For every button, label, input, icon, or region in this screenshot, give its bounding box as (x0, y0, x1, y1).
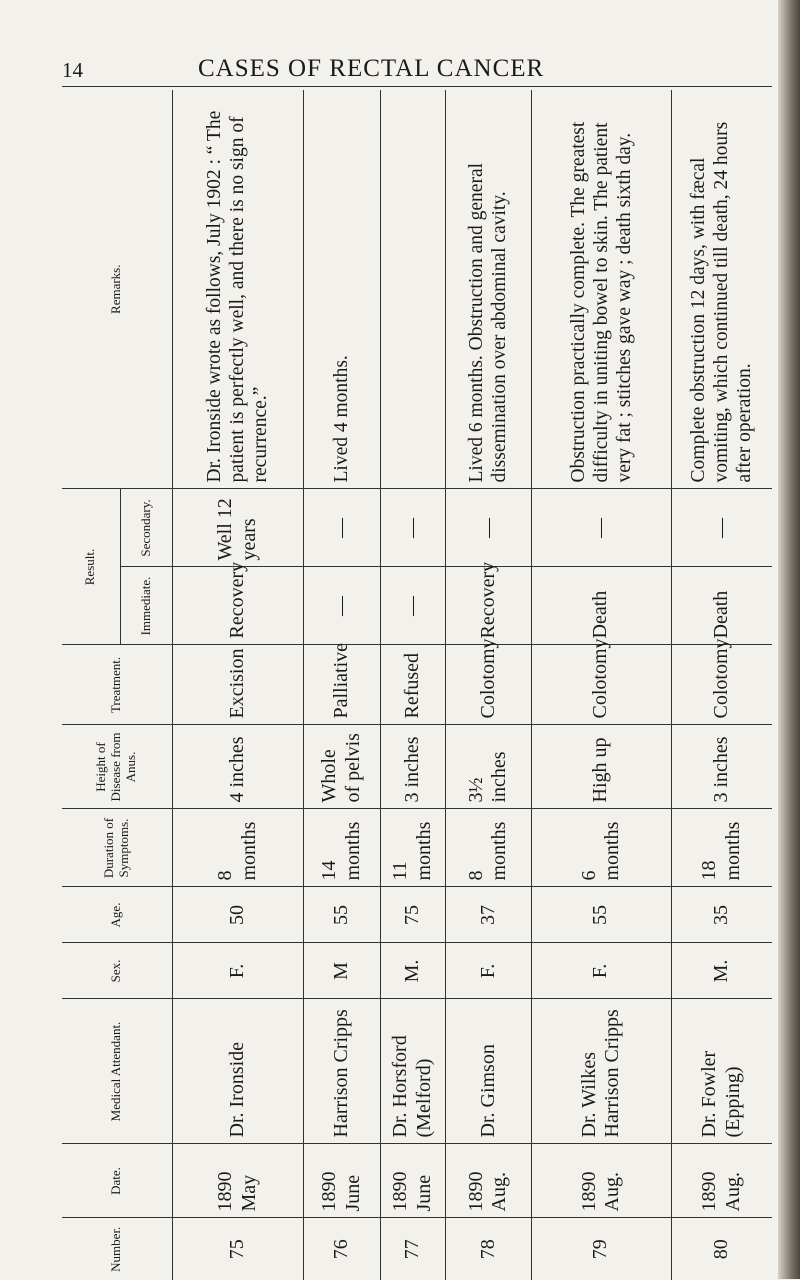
case-number: 80 (671, 1218, 772, 1280)
case-attendant: Dr. Fowler (Epping) (671, 999, 772, 1144)
case-sex: M. (671, 943, 772, 999)
case-remarks: Complete obstruction 12 days, with fæcal vomiting, which continued till death, 24 hours after operation. (671, 90, 772, 489)
case-secondary: — (303, 489, 380, 567)
case-secondary: — (380, 489, 446, 567)
case-immediate: Death (671, 567, 772, 645)
case-age: 37 (446, 887, 531, 943)
header-result: Result. (62, 489, 120, 645)
case-treatment: Refused (380, 645, 446, 725)
case-table-rotated (62, 90, 772, 1280)
case-number: 78 (446, 1218, 531, 1280)
case-immediate: — (380, 567, 446, 645)
case-date: 1890 Aug. (531, 1144, 671, 1218)
header-age: Age. (62, 887, 172, 943)
case-attendant: Dr. Gimson (446, 999, 531, 1144)
case-age: 55 (531, 887, 671, 943)
case-treatment: Colotomy (671, 645, 772, 725)
case-date: 1890 Aug. (671, 1144, 772, 1218)
case-duration: 6 months (531, 809, 671, 887)
case-date: 1890 June (303, 1144, 380, 1218)
case-immediate: Recovery (446, 567, 531, 645)
header-sex: Sex. (62, 943, 172, 999)
case-remarks: Dr. Ironside wrote as follows, July 1902 : “ The patient is perfectly well, and there is no sign of recurrence.” (172, 90, 303, 489)
table-row (531, 90, 671, 1280)
header-attendant: Medical Attendant. (62, 999, 172, 1144)
case-treatment: Excision (172, 645, 303, 725)
case-attendant: Dr. Horsford (Melford) (380, 999, 446, 1144)
page-number: 14 (62, 58, 83, 82)
page-edge-shadow (778, 0, 800, 1279)
case-height: 3 inches (380, 725, 446, 809)
table-row (671, 90, 772, 1280)
case-number: 75 (172, 1218, 303, 1280)
case-height: High up (531, 725, 671, 809)
case-immediate: Death (531, 567, 671, 645)
case-sex: F. (531, 943, 671, 999)
case-height: 3 inches (671, 725, 772, 809)
case-date: 1890 May (172, 1144, 303, 1218)
case-age: 35 (671, 887, 772, 943)
table-row (172, 90, 303, 1280)
case-immediate: Recovery (172, 567, 303, 645)
case-attendant: Dr. Ironside (172, 999, 303, 1144)
header-secondary: Secondary. (120, 489, 172, 567)
table-row (446, 90, 531, 1280)
case-age: 55 (303, 887, 380, 943)
case-duration: 14 months (303, 809, 380, 887)
case-number: 77 (380, 1218, 446, 1280)
case-treatment: Palliative (303, 645, 380, 725)
table-row (380, 90, 446, 1280)
header-immediate: Immediate. (120, 567, 172, 645)
case-secondary: — (446, 489, 531, 567)
case-table (62, 90, 772, 1280)
case-height: Whole of pelvis (303, 725, 380, 809)
case-height: 4 inches (172, 725, 303, 809)
header-remarks: Remarks. (62, 90, 172, 489)
case-duration: 18 months (671, 809, 772, 887)
header-duration: Duration of Symptoms. (62, 809, 172, 887)
header-height: Height of Disease from Anus. (62, 725, 172, 809)
case-secondary: — (671, 489, 772, 567)
case-attendant: Harrison Cripps (303, 999, 380, 1144)
case-remarks: Lived 6 months. Obstruction and general dissemination over abdominal cavity. (446, 90, 531, 489)
case-secondary: Well 12 years (172, 489, 303, 567)
case-age: 75 (380, 887, 446, 943)
case-sex: F. (172, 943, 303, 999)
case-remarks: Obstruction practically complete. The greatest difficulty in uniting bowel to skin. The patient very fat ; stitches gave way ; death sixth day. (531, 90, 671, 489)
case-duration: 8 months (172, 809, 303, 887)
case-sex: F. (446, 943, 531, 999)
case-immediate: — (303, 567, 380, 645)
case-attendant: Dr. Wilkes Harrison Cripps (531, 999, 671, 1144)
case-duration: 11 months (380, 809, 446, 887)
running-head: CASES OF RECTAL CANCER (198, 55, 545, 82)
case-date: 1890 June (380, 1144, 446, 1218)
case-treatment: Colotomy (531, 645, 671, 725)
case-remarks (380, 90, 446, 489)
header-number: Number. (62, 1218, 172, 1280)
case-sex: M. (380, 943, 446, 999)
case-date: 1890 Aug. (446, 1144, 531, 1218)
table-row (303, 90, 380, 1280)
case-remarks: Lived 4 months. (303, 90, 380, 489)
case-number: 79 (531, 1218, 671, 1280)
case-treatment: Colotomy (446, 645, 531, 725)
case-secondary: — (531, 489, 671, 567)
case-duration: 8 months (446, 809, 531, 887)
header-rule (62, 86, 772, 87)
header-date: Date. (62, 1144, 172, 1218)
case-sex: M (303, 943, 380, 999)
header-treatment: Treatment. (62, 645, 172, 725)
case-age: 50 (172, 887, 303, 943)
case-height: 3½ inches (446, 725, 531, 809)
case-number: 76 (303, 1218, 380, 1280)
